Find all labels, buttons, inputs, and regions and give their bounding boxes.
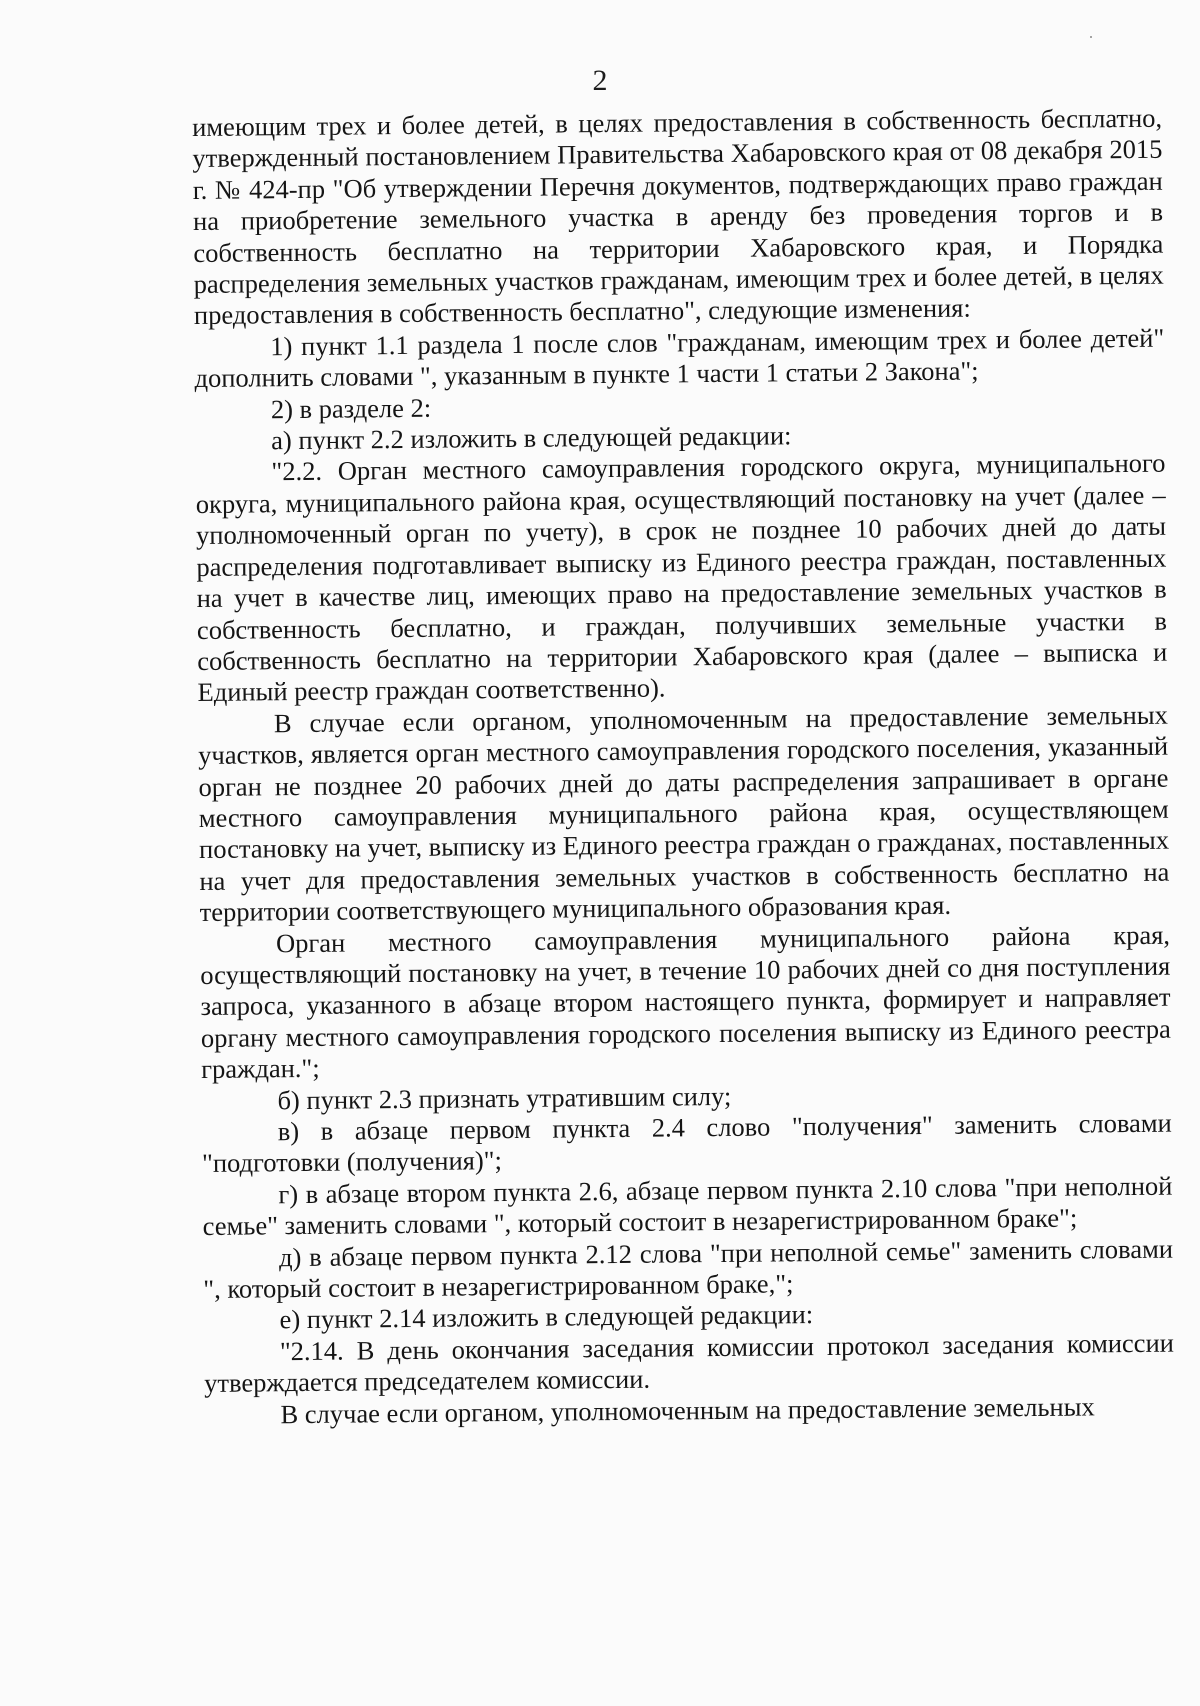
paragraph: "2.2. Орган местного самоуправления городского округа, муниципального округа, муниципального района края, осуществляющий постановку на учет (далее – уполномоченный орган по учету), в срок не позднее 10 рабочих дней до даты распределения подготавливает выписку из Единого реестра граждан, поставленных на учет в качестве лиц, имеющих право на предоставление земельных участков в собственность бесплатно, и граждан, получивших земельные участки в собственность бесплатно на территории Хабаровского края (далее – выписка и Единый реестр граждан соответственно). — [195, 448, 1168, 708]
paragraph: 2) в разделе 2: — [270, 392, 432, 424]
paragraph: 1) пункт 1.1 раздела 1 после слов "гражданам, имеющим трех и более детей" дополнить словами ", указанным в пункте 1 части 1 статьи 2 Закона"; — [194, 322, 1165, 394]
paragraph: в) в абзаце первом пункта 2.4 слово "получения" заменить словами "подготовки (получения)"; — [201, 1107, 1172, 1179]
paragraph: д) в абзаце первом пункта 2.12 слова "при неполной семье" заменить словами ", который состоит в незарегистрированном браке,"; — [203, 1233, 1174, 1304]
document-body — [192, 103, 1175, 1431]
scan-speck — [1090, 36, 1092, 38]
paragraph: В случае если органом, уполномоченным на предоставление земельных участков, является орган местного самоуправления городского поселения, указанный орган не позднее 20 рабочих дней до даты распределения запрашивает в органе местного самоуправления муниципального района края, осуществляющем постановку на учет, выписку из Единого реестра граждан о гражданах, поставленных на учет для предоставления земельных участков в собственность бесплатно на территории соответствующего муниципального образования края. — [198, 699, 1170, 928]
paragraph: а) пункт 2.2 изложить в следующей редакции: — [271, 420, 792, 456]
paragraph: б) пункт 2.3 признать утратившим силу; — [277, 1080, 732, 1115]
page-number: 2 — [592, 64, 608, 97]
paragraph: "2.14. В день окончания заседания комиссии протокол заседания комиссии утверждается председателем комиссии. — [204, 1327, 1175, 1399]
paragraph: В случае если органом, уполномоченным на предоставление земельных — [280, 1391, 1095, 1429]
paragraph: Орган местного самоуправления муниципального района края, осуществляющий постановку на учет, в течение 10 рабочих дней со дня поступления запроса, указанного в абзаце втором настоящего пункта, формирует и направляет органу местного самоуправления городского поселения выписку из Единого реестра граждан."; — [200, 919, 1171, 1085]
paragraph: е) пункт 2.14 изложить в следующей редакции: — [279, 1299, 814, 1335]
paragraph: имеющим трех и более детей, в целях предоставления в собственность бесплатно, утвержденный постановлением Правительства Хабаровского края от 08 декабря 2015 г. № 424-пр "Об утверждении Перечня документов, подтверждающих право граждан на приобретение земельного участка в аренду без проведения торгов и в собственность бесплатно на территории Хабаровского края, и Порядка распределения земельных участков гражданам, имеющим трех и более детей, в целях предоставления в собственность бесплатно", следующие изменения: — [192, 102, 1164, 331]
paragraph: г) в абзаце втором пункта 2.6, абзаце первом пункта 2.10 слова "при неполной семье" заменить словами ", который состоит в незарегистрированном браке"; — [202, 1170, 1173, 1242]
